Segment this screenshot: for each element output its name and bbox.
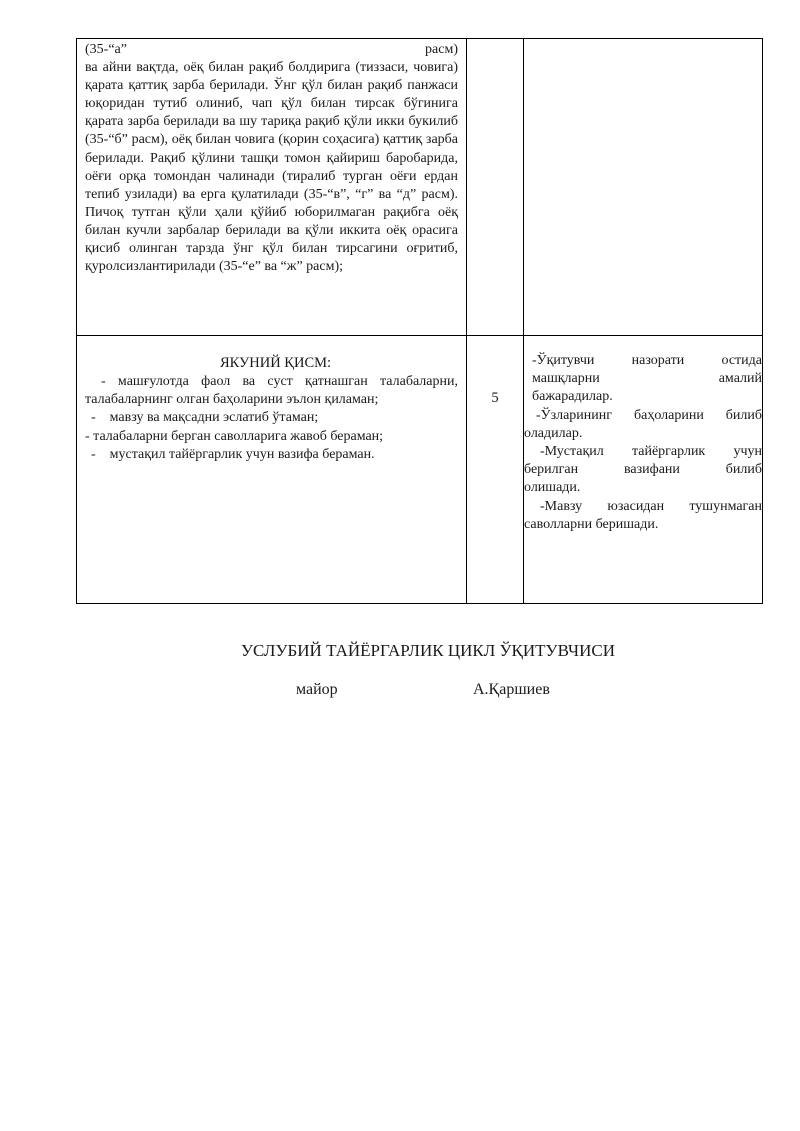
table-row-final-part	[77, 336, 763, 604]
minutes-value: 5	[491, 390, 499, 406]
list-item: талабаларнинг олган баҳоларини эълон қиламан;	[85, 392, 379, 408]
outcome-item: -Мустақил тайёргарлик учун берилган вазифани билиб олишади.	[524, 444, 762, 496]
figure-ref-start: (35-“а”	[85, 42, 127, 57]
lesson-plan-table	[76, 38, 763, 604]
outcome-item: -Мавзу юзасидан тушунмаган саволларни беришади.	[524, 498, 762, 532]
signature-title: УСЛУБИЙ ТАЙЁРГАРЛИК ЦИКЛ ЎҚИТУВЧИСИ	[240, 641, 616, 660]
final-part-cell	[77, 336, 467, 604]
outcomes-cell	[524, 336, 763, 604]
signature-rank: майор	[296, 681, 338, 698]
figure-ref-end: расм)	[425, 42, 458, 57]
outcome-item: -Ўзларининг баҳоларини билиб оладилар.	[524, 407, 762, 441]
student-outcomes	[524, 336, 762, 534]
content-cell	[77, 39, 467, 336]
outcomes-cell	[524, 39, 763, 336]
list-item: - талабаларни берган саволларига жавоб бераман;	[85, 428, 384, 444]
signature-name: А.Қаршиев	[473, 681, 550, 698]
list-item: - мавзу ва мақсадни эслатиб ўтаман;	[91, 410, 319, 426]
description-text: ва айни вақтда, оёқ билан рақиб болдирига (тиззаси, човига) қарата қаттиқ зарба берилади. Ўнг қўл билан рақиб панжаси юқоридан тутиб олиниб, чап қўл билан тирсак бўгинига қарата зарба берилади ва шу тариқа рақиб қўли икки букилиб (35-“б” расм), оёқ билан човига (қорин соҳасига) қаттиқ зарба берилади. Рақиб қўлини ташқи томон қайириш баробарида, оёғи орқа томондан чалинади (тиралиб турган оёғи ердан тепиб узилади) ва ерга қулатилади (35-“в”, “г” ва “д” расм). Пичоқ тутган қўли ҳали қўйиб юборилмаган рақибга оёқ билан кучли зарбалар берилади ва қўли иккита оёқ орасига қисиб олинган тарзда ўнг қўл билан тирсагини оғритиб, қуролсизлантирилади (35-“е” ва “ж” расм);	[85, 60, 458, 275]
minutes-cell	[467, 336, 524, 604]
technique-description	[77, 39, 466, 276]
list-item: - машғулотда фаол ва суст қатнашган талабаларни,	[101, 374, 458, 389]
outcome-item: -Ўқитувчи назорати остида машқларни амалий бажарадилар.	[532, 353, 762, 405]
section-title: ЯКУНИЙ ҚИСМ:	[219, 355, 332, 371]
list-item: - мустақил тайёргарлик учун вазифа бераман.	[91, 446, 375, 462]
final-part-list	[77, 372, 466, 464]
table-row-main-part	[77, 39, 763, 336]
minutes-cell	[467, 39, 524, 336]
